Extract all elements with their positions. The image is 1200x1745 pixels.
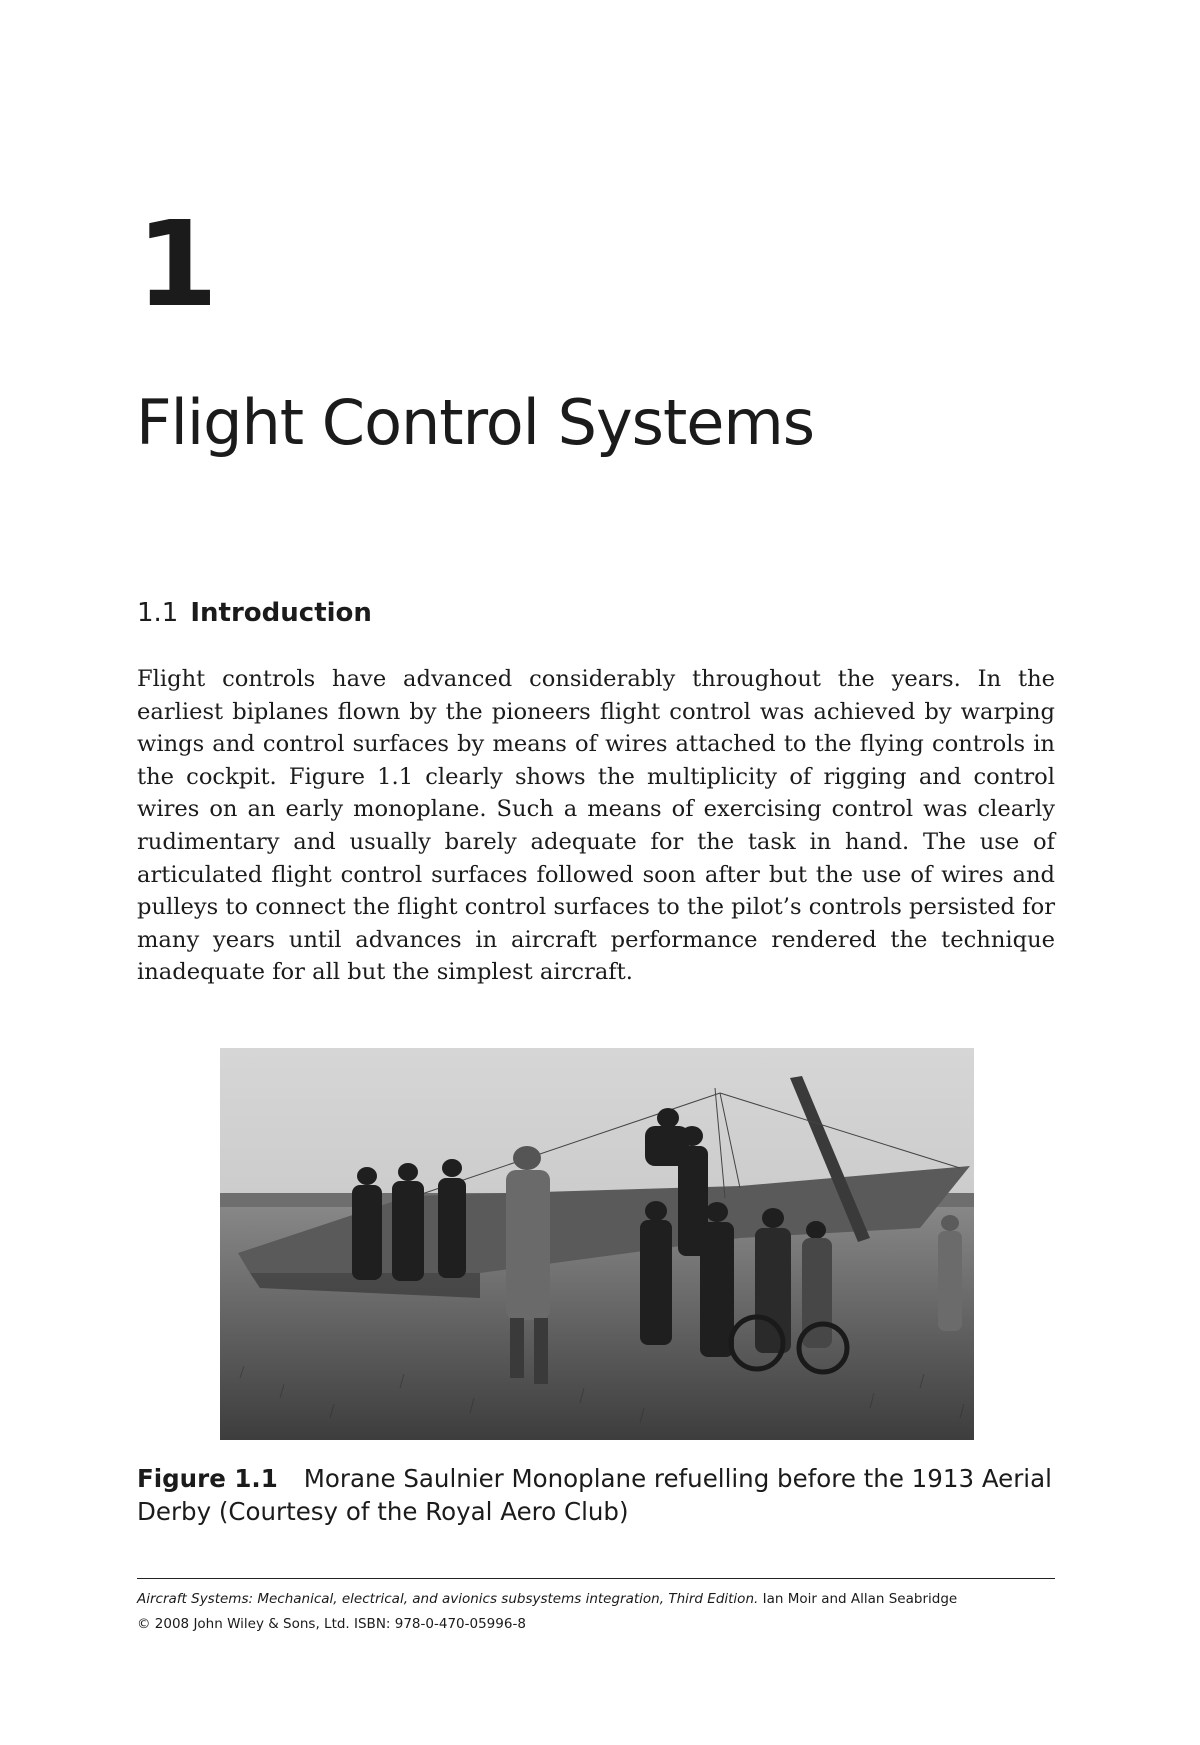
figure-photo (220, 1048, 974, 1440)
footer-citation (137, 1590, 1057, 1608)
footer-copyright: © 2008 John Wiley & Sons, Ltd. ISBN: 978-0-470-05996-8 (137, 1616, 526, 1632)
figure-label: Figure 1.1 (137, 1464, 278, 1493)
figure-caption (137, 1462, 1057, 1528)
intro-paragraph: Flight controls have advanced considerably throughout the years. In the earliest biplanes flown by the pioneers flight control was achieved by warping wings and control surfaces by means of wires attached to the flying controls in the cockpit. Figure 1.1 clearly shows the multiplicity of rigging and control wires on an early monoplane. Such a means of exercising control was clearly rudimentary and usually barely adequate for the task in hand. The use of articulated flight control surfaces followed soon after but the use of wires and pulleys to connect the flight control surfaces to the pilot’s controls persisted for many years until advances in aircraft performance rendered the technique inadequate for all but the simplest aircraft. (137, 666, 1055, 986)
chapter-number: 1 (136, 195, 215, 333)
section-title: Introduction (190, 598, 372, 628)
chapter-title: Flight Control Systems (136, 386, 815, 459)
footer-divider (137, 1578, 1055, 1579)
section-number: 1.1 (137, 598, 179, 628)
footer-book-title: Aircraft Systems: Mechanical, electrical, and avionics subsystems integration, Third Edition. (137, 1591, 759, 1607)
figure-caption-text: Morane Saulnier Monoplane refuelling before the 1913 Aerial Derby (Courtesy of the Royal Aero Club) (137, 1464, 1052, 1526)
footer-authors: Ian Moir and Allan Seabridge (762, 1591, 958, 1607)
section-heading (137, 600, 372, 626)
